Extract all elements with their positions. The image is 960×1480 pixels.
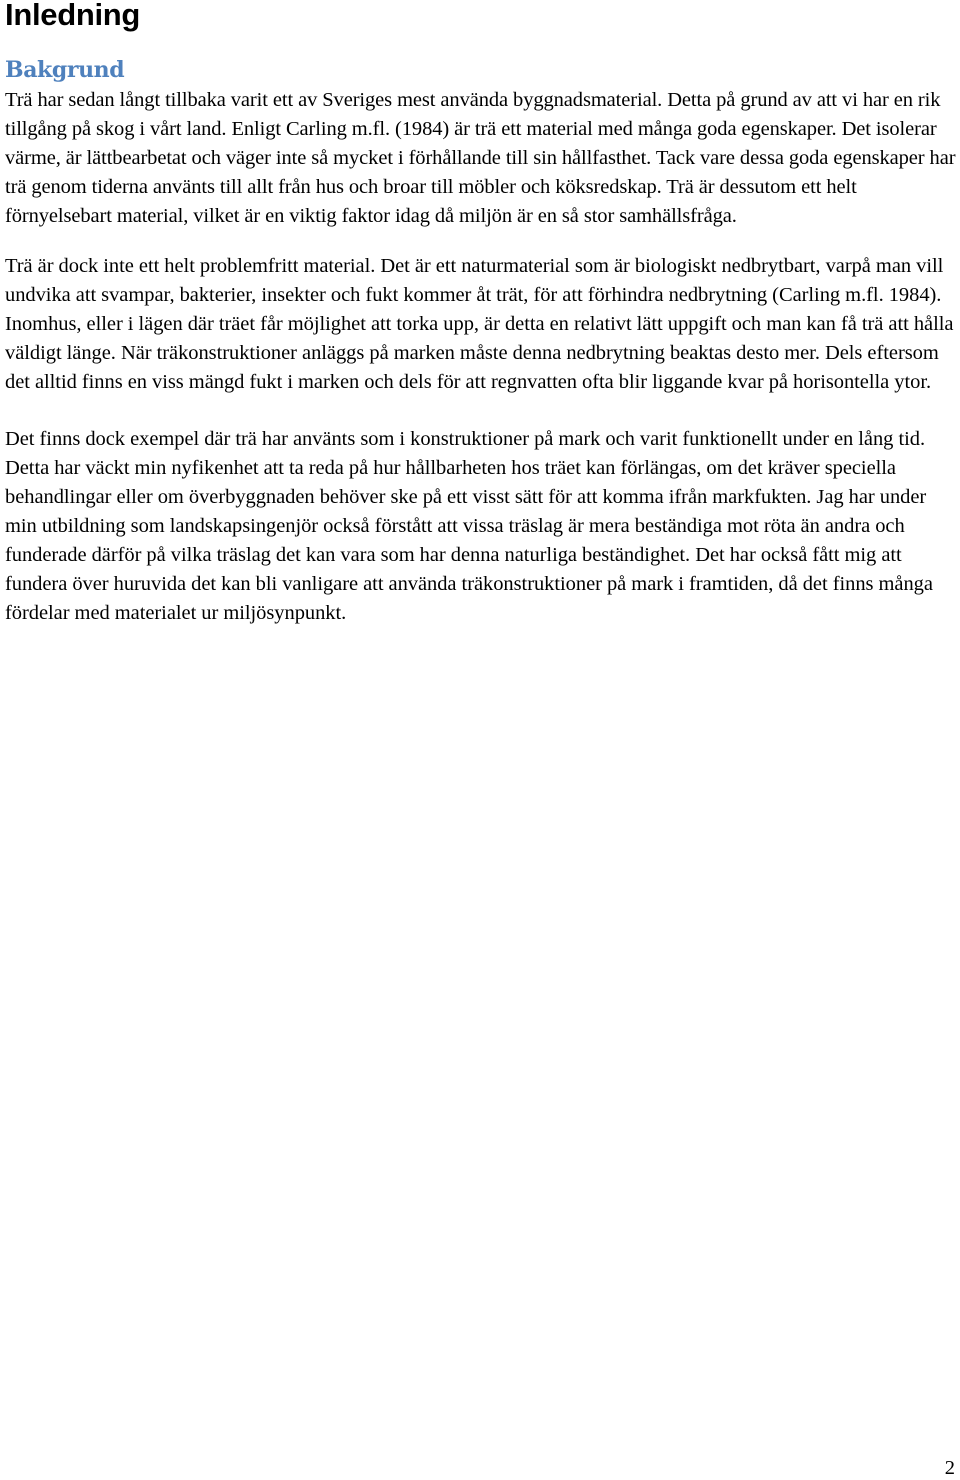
- document-page: [5, 0, 957, 628]
- body-paragraph-2: Trä är dock inte ett helt problemfritt material. Det är ett naturmaterial som är biologiskt nedbrytbart, varpå man vill undvika att svampar, bakterier, insekter och fukt kommer åt trät, för att förhindra nedbrytning (Carling m.fl. 1984). Inomhus, eller i lägen där träet får möjlighet att torka upp, är detta en relativt lätt uppgift och man kan få trä att hålla väldigt länge. När träkonstruktioner anläggs på marken måste denna nedbrytning beaktas desto mer. Dels eftersom det alltid finns en viss mängd fukt i marken och dels för att regnvatten ofta blir liggande kvar på horisontella ytor.: [5, 255, 954, 393]
- body-paragraph-3: Det finns dock exempel där trä har använts som i konstruktioner på mark och varit funktionellt under en lång tid. Detta har väckt min nyfikenhet att ta reda på hur hållbarheten hos träet kan förlängas, om det kräver speciella behandlingar eller om överbyggnaden behöver ske på ett visst sätt för att komma ifrån markfukten. Jag har under min utbildning som landskapsingenjör också förstått att vissa träslag är mera beständiga mot röta än andra och funderade därför på vilka träslag det kan vara som har denna naturliga beständighet. Det har också fått mig att fundera över huruvida det kan bli vanligare att använda träkonstruktioner på mark i framtiden, då det finns många fördelar med materialet ur miljösynpunkt.: [5, 428, 933, 624]
- page-number: 2: [944, 1457, 955, 1479]
- section-heading: Bakgrund: [5, 57, 125, 83]
- chapter-title: Inledning: [5, 0, 141, 32]
- body-paragraph-1: Trä har sedan långt tillbaka varit ett av Sveriges mest använda byggnadsmaterial. Detta på grund av att vi har en rik tillgång på skog i vårt land. Enligt Carling m.fl. (1984) är trä ett material med många goda egenskaper. Det isolerar värme, är lättbearbetat och väger inte så mycket i förhållande till sin hållfasthet. Tack vare dessa goda egenskaper har trä genom tiderna använts till allt från hus och broar till möbler och köksredskap. Trä är dessutom ett helt förnyelsebart material, vilket är en viktig faktor idag då miljön är en så stor samhällsfråga.: [5, 89, 956, 227]
